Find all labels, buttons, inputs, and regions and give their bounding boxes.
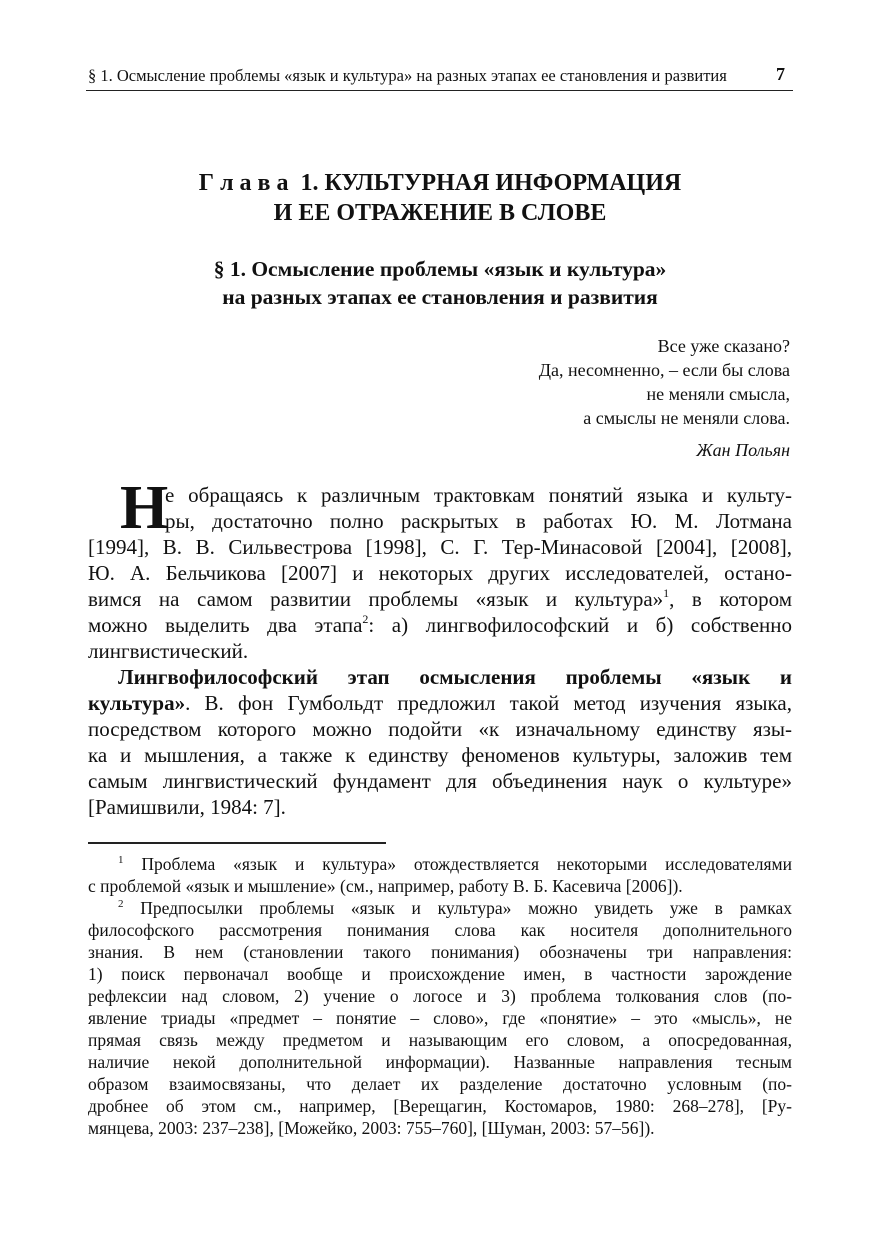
footnote-mark: 2: [118, 898, 124, 910]
bold-heading: Лингвофилософский этап осмысления проблемы «язык и: [118, 665, 792, 689]
text-line: [88, 612, 792, 638]
text: Проблема «язык и культура» отождествляется некоторыми исследователями: [123, 854, 792, 874]
section-title-line: § 1. Осмысление проблемы «язык и культура»: [213, 257, 667, 281]
drop-cap: Н: [120, 474, 169, 542]
footnote-line: прямая связь между предметом и называющим его словом, а опосредованная,: [88, 1030, 792, 1050]
footnote-rule: [88, 842, 386, 844]
text-line: е обращаясь к различным трактовкам понятий языка и культу-: [165, 483, 792, 507]
text-line: ры, достаточно полно раскрытых в работах Ю. М. Лотмана: [165, 509, 792, 533]
footnote-line: дробнее об этом см., например, [Верещагин, Костомаров, 1980: 268–278], [Ру-: [88, 1096, 792, 1116]
text: , в котором: [669, 587, 792, 611]
text-line: Ю. А. Бельчикова [2007] и некоторых других исследователей, остано-: [88, 561, 792, 585]
text: . В. фон Гумбольдт предложил такой метод изучения языка,: [185, 691, 792, 715]
text-line: [1994], В. В. Сильвестрова [1998], С. Г. Тер-Минасовой [2004], [2008],: [88, 535, 792, 559]
footnote-line: [118, 853, 792, 875]
footnote-line: 1) поиск первоначал вообще и происхождение имен, в частности зарождение: [88, 964, 792, 984]
footnote-line: с проблемой «язык и мышление» (см., например, работу В. Б. Касевича [2006]).: [88, 876, 683, 896]
chapter-title: [88, 168, 792, 228]
footnote-line: мянцева, 2003: 237–238], [Можейко, 2003: 755–760], [Шуман, 2003: 57–56]).: [88, 1118, 655, 1138]
epigraph-line: Все уже сказано?: [657, 336, 790, 356]
body-text: [88, 474, 792, 820]
text: вимся на самом развитии проблемы «язык и культура»: [88, 587, 664, 611]
epigraph-author: Жан Польян: [696, 440, 790, 460]
footnotes: [88, 853, 792, 1139]
footnote-line: знания. В нем (становлении такого понимания) обозначены три направления:: [88, 942, 792, 962]
text-line: [88, 586, 792, 612]
chapter-title-line: Г л а в а 1. КУЛЬТУРНАЯ ИНФОРМАЦИЯ: [198, 170, 682, 196]
footnote-line: философского рассмотрения понимания слова как носителя дополнительного: [88, 920, 792, 940]
epigraph: [539, 334, 790, 462]
section-title-line: на разных этапах ее становления и развития: [222, 285, 658, 309]
footnote-line: образом взаимосвязаны, что делает их разделение достаточно условным (по-: [88, 1074, 792, 1094]
bold-heading: культура»: [88, 691, 186, 715]
text-line: [118, 664, 792, 690]
epigraph-line: Да, несомненно, – если бы слова: [538, 360, 790, 380]
text-line: самым лингвистический фундамент для объединения наук о культуре»: [88, 769, 792, 793]
text-line: [Рамишвили, 1984: 7].: [88, 795, 286, 819]
epigraph-line: а смыслы не меняли слова.: [583, 408, 790, 428]
footnote-line: [118, 897, 792, 919]
page-number: 7: [776, 64, 785, 84]
text-line: лингвистический.: [88, 639, 249, 663]
running-header: § 1. Осмысление проблемы «язык и культура» на разных этапах ее становления и развития: [88, 66, 727, 85]
footnote-line: наличие некой дополнительной информации). Названные направления тесным: [88, 1052, 792, 1072]
footnote-ref[interactable]: 1: [663, 586, 670, 600]
text-line: посредством которого можно подойти «к изначальному единству язы-: [88, 717, 792, 741]
text: Предпосылки проблемы «язык и культура» можно увидеть уже в рамках: [123, 898, 792, 918]
epigraph-line: не меняли смысла,: [646, 384, 790, 404]
text: можно выделить два этапа: [88, 613, 363, 637]
section-title: [88, 255, 792, 311]
footnote-mark: 1: [118, 854, 124, 866]
footnote-line: рефлексии над словом, 2) учение о логосе и 3) проблема толкования слов (по-: [88, 986, 792, 1006]
footnote-ref[interactable]: 2: [362, 612, 369, 626]
text-line: ка и мышления, а также к единству феноменов культуры, заложив тем: [88, 743, 792, 767]
text: : а) лингвофилософский и б) собственно: [368, 613, 792, 637]
chapter-title-line: И ЕЕ ОТРАЖЕНИЕ В СЛОВЕ: [273, 200, 607, 226]
text-line: [88, 690, 792, 716]
header-rule: [86, 90, 793, 91]
footnote-line: явление триады «предмет – понятие – слово», где «понятие» – это «мысль», не: [88, 1008, 792, 1028]
